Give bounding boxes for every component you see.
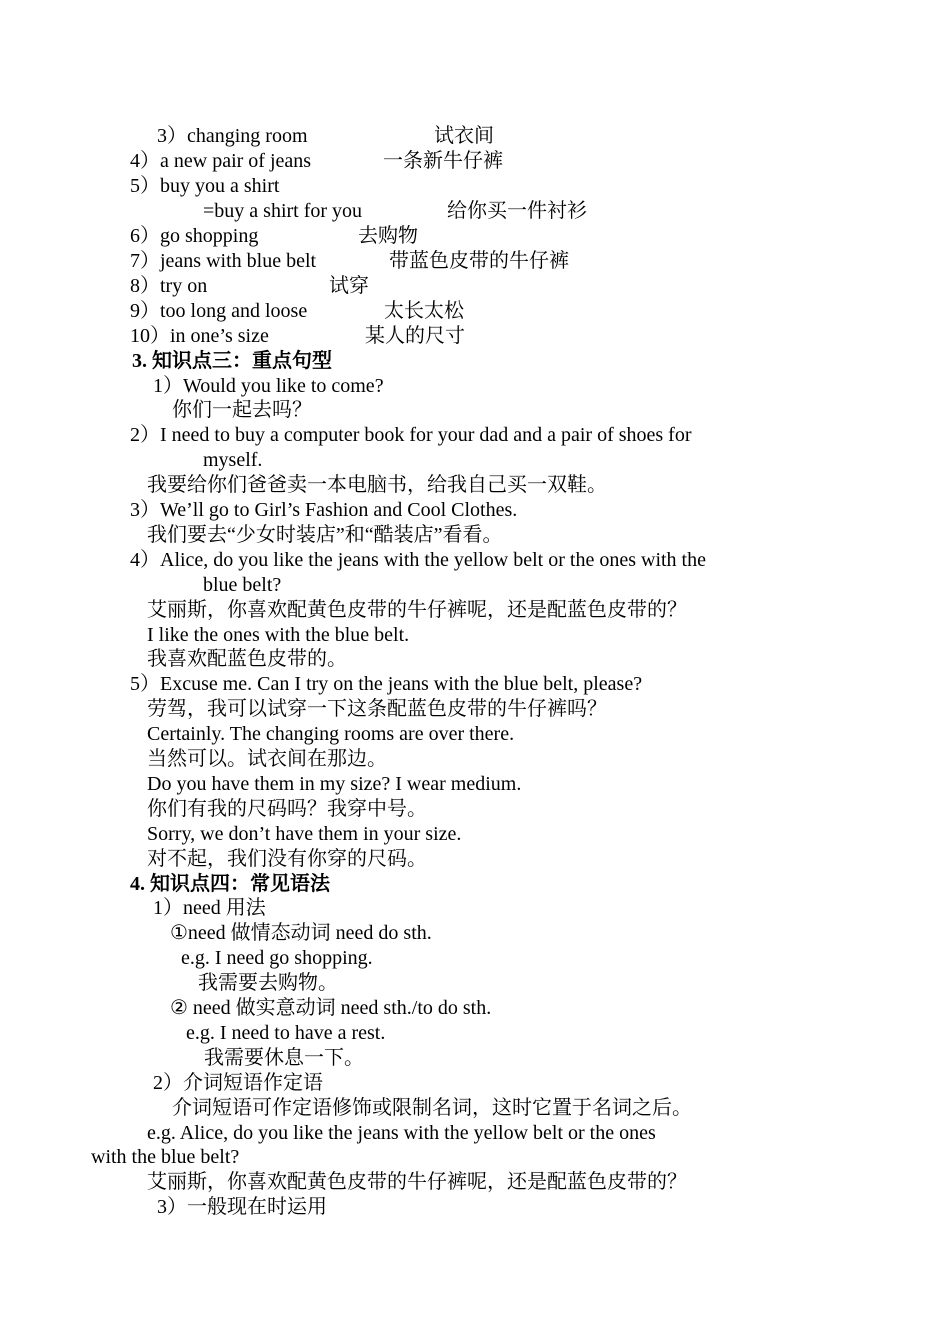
grammar-line: e.g. Alice, do you like the jeans with the yellow belt or the ones [147, 1122, 656, 1144]
vocab-item-5-alt: =buy a shirt for you [203, 200, 363, 222]
item-number: 8） [130, 275, 160, 297]
sentence-line: 艾丽斯，你喜欢配黄色皮带的牛仔裤呢，还是配蓝色皮带的？ [147, 599, 687, 621]
sentence-line: 3）We’ll go to Girl’s Fashion and Cool Clothes. [130, 499, 518, 521]
sentence-line: Sorry, we don’t have them in your size. [147, 823, 462, 845]
item-number: 7） [130, 250, 160, 272]
sentence-line: 我要给你们爸爸卖一本电脑书，给我自己买一双鞋。 [147, 474, 607, 496]
sentence-line: blue belt? [203, 574, 282, 596]
chinese-meaning: 太长太松 [384, 300, 464, 322]
sentence-line: 对不起，我们没有你穿的尺码。 [147, 848, 427, 870]
sentence-line: 2）I need to buy a computer book for your dad and a pair of shoes for [130, 424, 692, 446]
english-phrase: go shopping [160, 225, 259, 247]
english-phrase: changing room [187, 125, 308, 147]
item-number: 10） [130, 325, 170, 347]
english-phrase: buy you a shirt [160, 175, 280, 197]
vocab-item-5 [130, 174, 279, 198]
item-number: 6） [130, 225, 160, 247]
sentence-line: 1）Would you like to come? [153, 375, 384, 397]
sentence-line: 你们有我的尺码吗？我穿中号。 [147, 798, 427, 820]
english-phrase: jeans with blue belt [160, 250, 317, 272]
item-number: 4） [130, 150, 160, 172]
grammar-line: e.g. I need go shopping. [181, 947, 373, 969]
sentence-line: 你们一起去吗？ [172, 399, 312, 421]
english-phrase: too long and loose [160, 300, 308, 322]
grammar-line: 介词短语可作定语修饰或限制名词，这时它置于名词之后。 [172, 1097, 692, 1119]
vocab-item-7 [130, 249, 316, 273]
vocab-item-8 [130, 274, 207, 298]
sentence-line: 5）Excuse me. Can I try on the jeans with the blue belt, please? [130, 673, 643, 695]
sentence-line: Certainly. The changing rooms are over there. [147, 723, 515, 745]
sentence-line: 我喜欢配蓝色皮带的。 [147, 648, 347, 670]
sentence-line: 劳驾，我可以试穿一下这条配蓝色皮带的牛仔裤吗？ [147, 698, 607, 720]
item-number: 9） [130, 300, 160, 322]
vocab-item-9 [130, 299, 307, 323]
vocab-item-3 [157, 124, 308, 148]
grammar-line: with the blue belt? [91, 1146, 240, 1168]
grammar-line: 1）need 用法 [153, 897, 266, 919]
english-phrase: a new pair of jeans [160, 150, 312, 172]
vocab-item-10 [130, 324, 269, 348]
sentence-line: 4）Alice, do you like the jeans with the yellow belt or the ones with the [130, 549, 706, 571]
grammar-line: 艾丽斯，你喜欢配黄色皮带的牛仔裤呢，还是配蓝色皮带的？ [147, 1171, 687, 1193]
grammar-line: 我需要去购物。 [198, 972, 338, 994]
vocab-item-6 [130, 224, 258, 248]
grammar-line: 我需要休息一下。 [204, 1047, 364, 1069]
chinese-meaning: 某人的尺寸 [365, 325, 465, 347]
chinese-meaning: 试穿 [329, 275, 369, 297]
section-4-heading: 4. 知识点四：常见语法 [130, 873, 330, 895]
chinese-meaning: 去购物 [358, 225, 418, 247]
grammar-line: 2）介词短语作定语 [153, 1072, 323, 1094]
english-phrase: try on [160, 275, 208, 297]
chinese-meaning: 一条新牛仔裤 [383, 150, 503, 172]
sentence-line: Do you have them in my size? I wear medium. [147, 773, 522, 795]
chinese-meaning: 带蓝色皮带的牛仔裤 [389, 250, 569, 272]
grammar-line: ② need 做实意动词 need sth./to do sth. [170, 997, 492, 1019]
chinese-meaning: 给你买一件衬衫 [447, 200, 587, 222]
chinese-meaning: 试衣间 [434, 125, 494, 147]
sentence-line: I like the ones with the blue belt. [147, 624, 410, 646]
sentence-line: 当然可以。试衣间在那边。 [147, 748, 387, 770]
sentence-line: 我们要去“少女时装店”和“酷装店”看看。 [147, 524, 503, 546]
section-3-heading: 3. 知识点三：重点句型 [132, 350, 332, 372]
grammar-line: 3）一般现在时运用 [157, 1196, 327, 1218]
item-number: 3） [157, 125, 187, 147]
sentence-line: myself. [203, 449, 263, 471]
vocab-item-4 [130, 149, 311, 173]
grammar-line: ①need 做情态动词 need do sth. [170, 922, 432, 944]
grammar-line: e.g. I need to have a rest. [186, 1022, 386, 1044]
english-phrase: in one’s size [170, 325, 269, 347]
item-number: 5） [130, 175, 160, 197]
